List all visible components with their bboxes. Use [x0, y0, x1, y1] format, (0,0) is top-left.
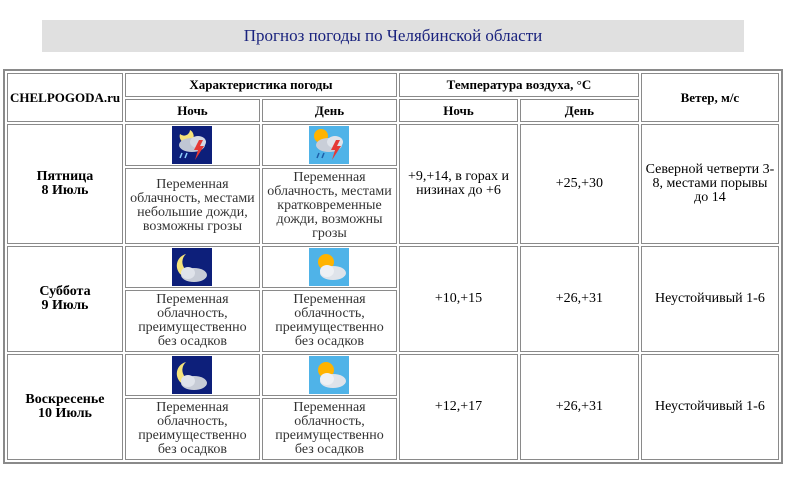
day-cell — [7, 124, 123, 244]
night-thunderstorm-rain-icon — [172, 126, 212, 164]
sun-cloud-icon — [309, 356, 349, 394]
day-icon-cell — [262, 354, 397, 396]
temp-day-header: День — [520, 99, 639, 122]
temp-night-cell: +10,+15 — [399, 246, 518, 352]
wind-cell: Северной четверти 3-8, местами порывы до 14 — [641, 124, 779, 244]
temperature-header: Температура воздуха, °C — [399, 73, 639, 97]
weekday: Воскресенье — [25, 392, 105, 407]
weekday: Пятница — [36, 169, 94, 184]
temp-day-cell: +26,+31 — [520, 354, 639, 460]
temp-night-cell: +12,+17 — [399, 354, 518, 460]
wind-cell: Неустойчивый 1-6 — [641, 354, 779, 460]
day-cell — [7, 246, 123, 352]
temp-night-cell: +9,+14, в горах и низинах до +6 — [399, 124, 518, 244]
weather-header: Характеристика погоды — [125, 73, 397, 97]
weekday: Суббота — [39, 284, 91, 299]
moon-cloud-icon — [172, 248, 212, 286]
night-icon-cell — [125, 124, 260, 166]
temp-night-header: Ночь — [399, 99, 518, 122]
page-title: Прогноз погоды по Челябинской области — [42, 20, 744, 52]
date: 9 Июль — [41, 298, 89, 313]
day-thunderstorm-rain-icon — [309, 126, 349, 164]
date: 8 Июль — [41, 183, 89, 198]
sun-cloud-icon — [309, 248, 349, 286]
weather-day-header: День — [262, 99, 397, 122]
temp-day-cell: +26,+31 — [520, 246, 639, 352]
night-description: Переменная облачность, преимущественно без осадков — [125, 398, 260, 460]
day-description: Переменная облачность, преимущественно без осадков — [262, 398, 397, 460]
night-icon-cell — [125, 354, 260, 396]
wind-cell: Неустойчивый 1-6 — [641, 246, 779, 352]
day-icon-cell — [262, 124, 397, 166]
moon-cloud-icon — [172, 356, 212, 394]
brand-label: CHELPOGODA.ru — [7, 73, 123, 122]
day-description: Переменная облачность, местами кратковременные дожди, возможны грозы — [262, 168, 397, 244]
weather-night-header: Ночь — [125, 99, 260, 122]
forecast-table — [3, 69, 783, 464]
night-description: Переменная облачность, преимущественно без осадков — [125, 290, 260, 352]
date: 10 Июль — [37, 406, 92, 421]
day-description: Переменная облачность, преимущественно без осадков — [262, 290, 397, 352]
temp-day-cell: +25,+30 — [520, 124, 639, 244]
day-cell — [7, 354, 123, 460]
wind-header: Ветер, м/с — [641, 73, 779, 122]
day-icon-cell — [262, 246, 397, 288]
night-description: Переменная облачность, местами небольшие дожди, возможны грозы — [125, 168, 260, 244]
night-icon-cell — [125, 246, 260, 288]
